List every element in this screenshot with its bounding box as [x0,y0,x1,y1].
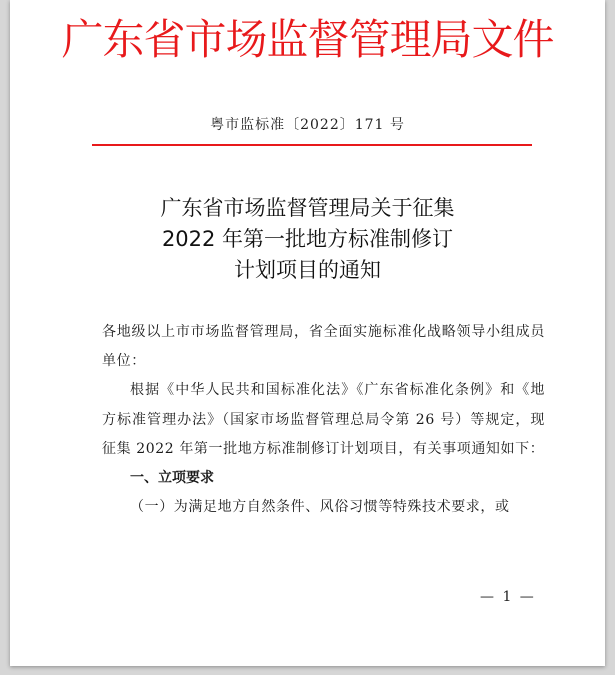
section-heading: 一、立项要求 [130,470,214,487]
title-line-1: 广东省市场监督管理局关于征集 [160,196,455,220]
red-divider-line [92,144,532,146]
document-page [10,0,605,666]
document-title [10,193,605,286]
red-masthead: 广东省市场监督管理局文件 [61,15,554,64]
document-body [102,318,545,522]
page-number: — 1 — [480,589,536,605]
addressee-paragraph: 各地级以上市市场监督管理局，省全面实施标准化战略领导小组成员单位： [102,324,545,370]
title-line-3: 计划项目的通知 [234,258,381,282]
title-line-2: 2022 年第一批地方标准制修订 [161,227,454,251]
section-item-paragraph: （一）为满足地方自然条件、风俗习惯等特殊技术要求，或 [130,499,510,516]
document-number: 粤市监标准〔2022〕171 号 [210,117,405,133]
intro-paragraph: 根据《中华人民共和国标准化法》《广东省标准化条例》和《地方标准管理办法》（国家市场监督管理总局令第 26 号）等规定，现征集 2022 年第一批地方标准制修订计划项目，有关事项通知如下： [102,382,545,457]
